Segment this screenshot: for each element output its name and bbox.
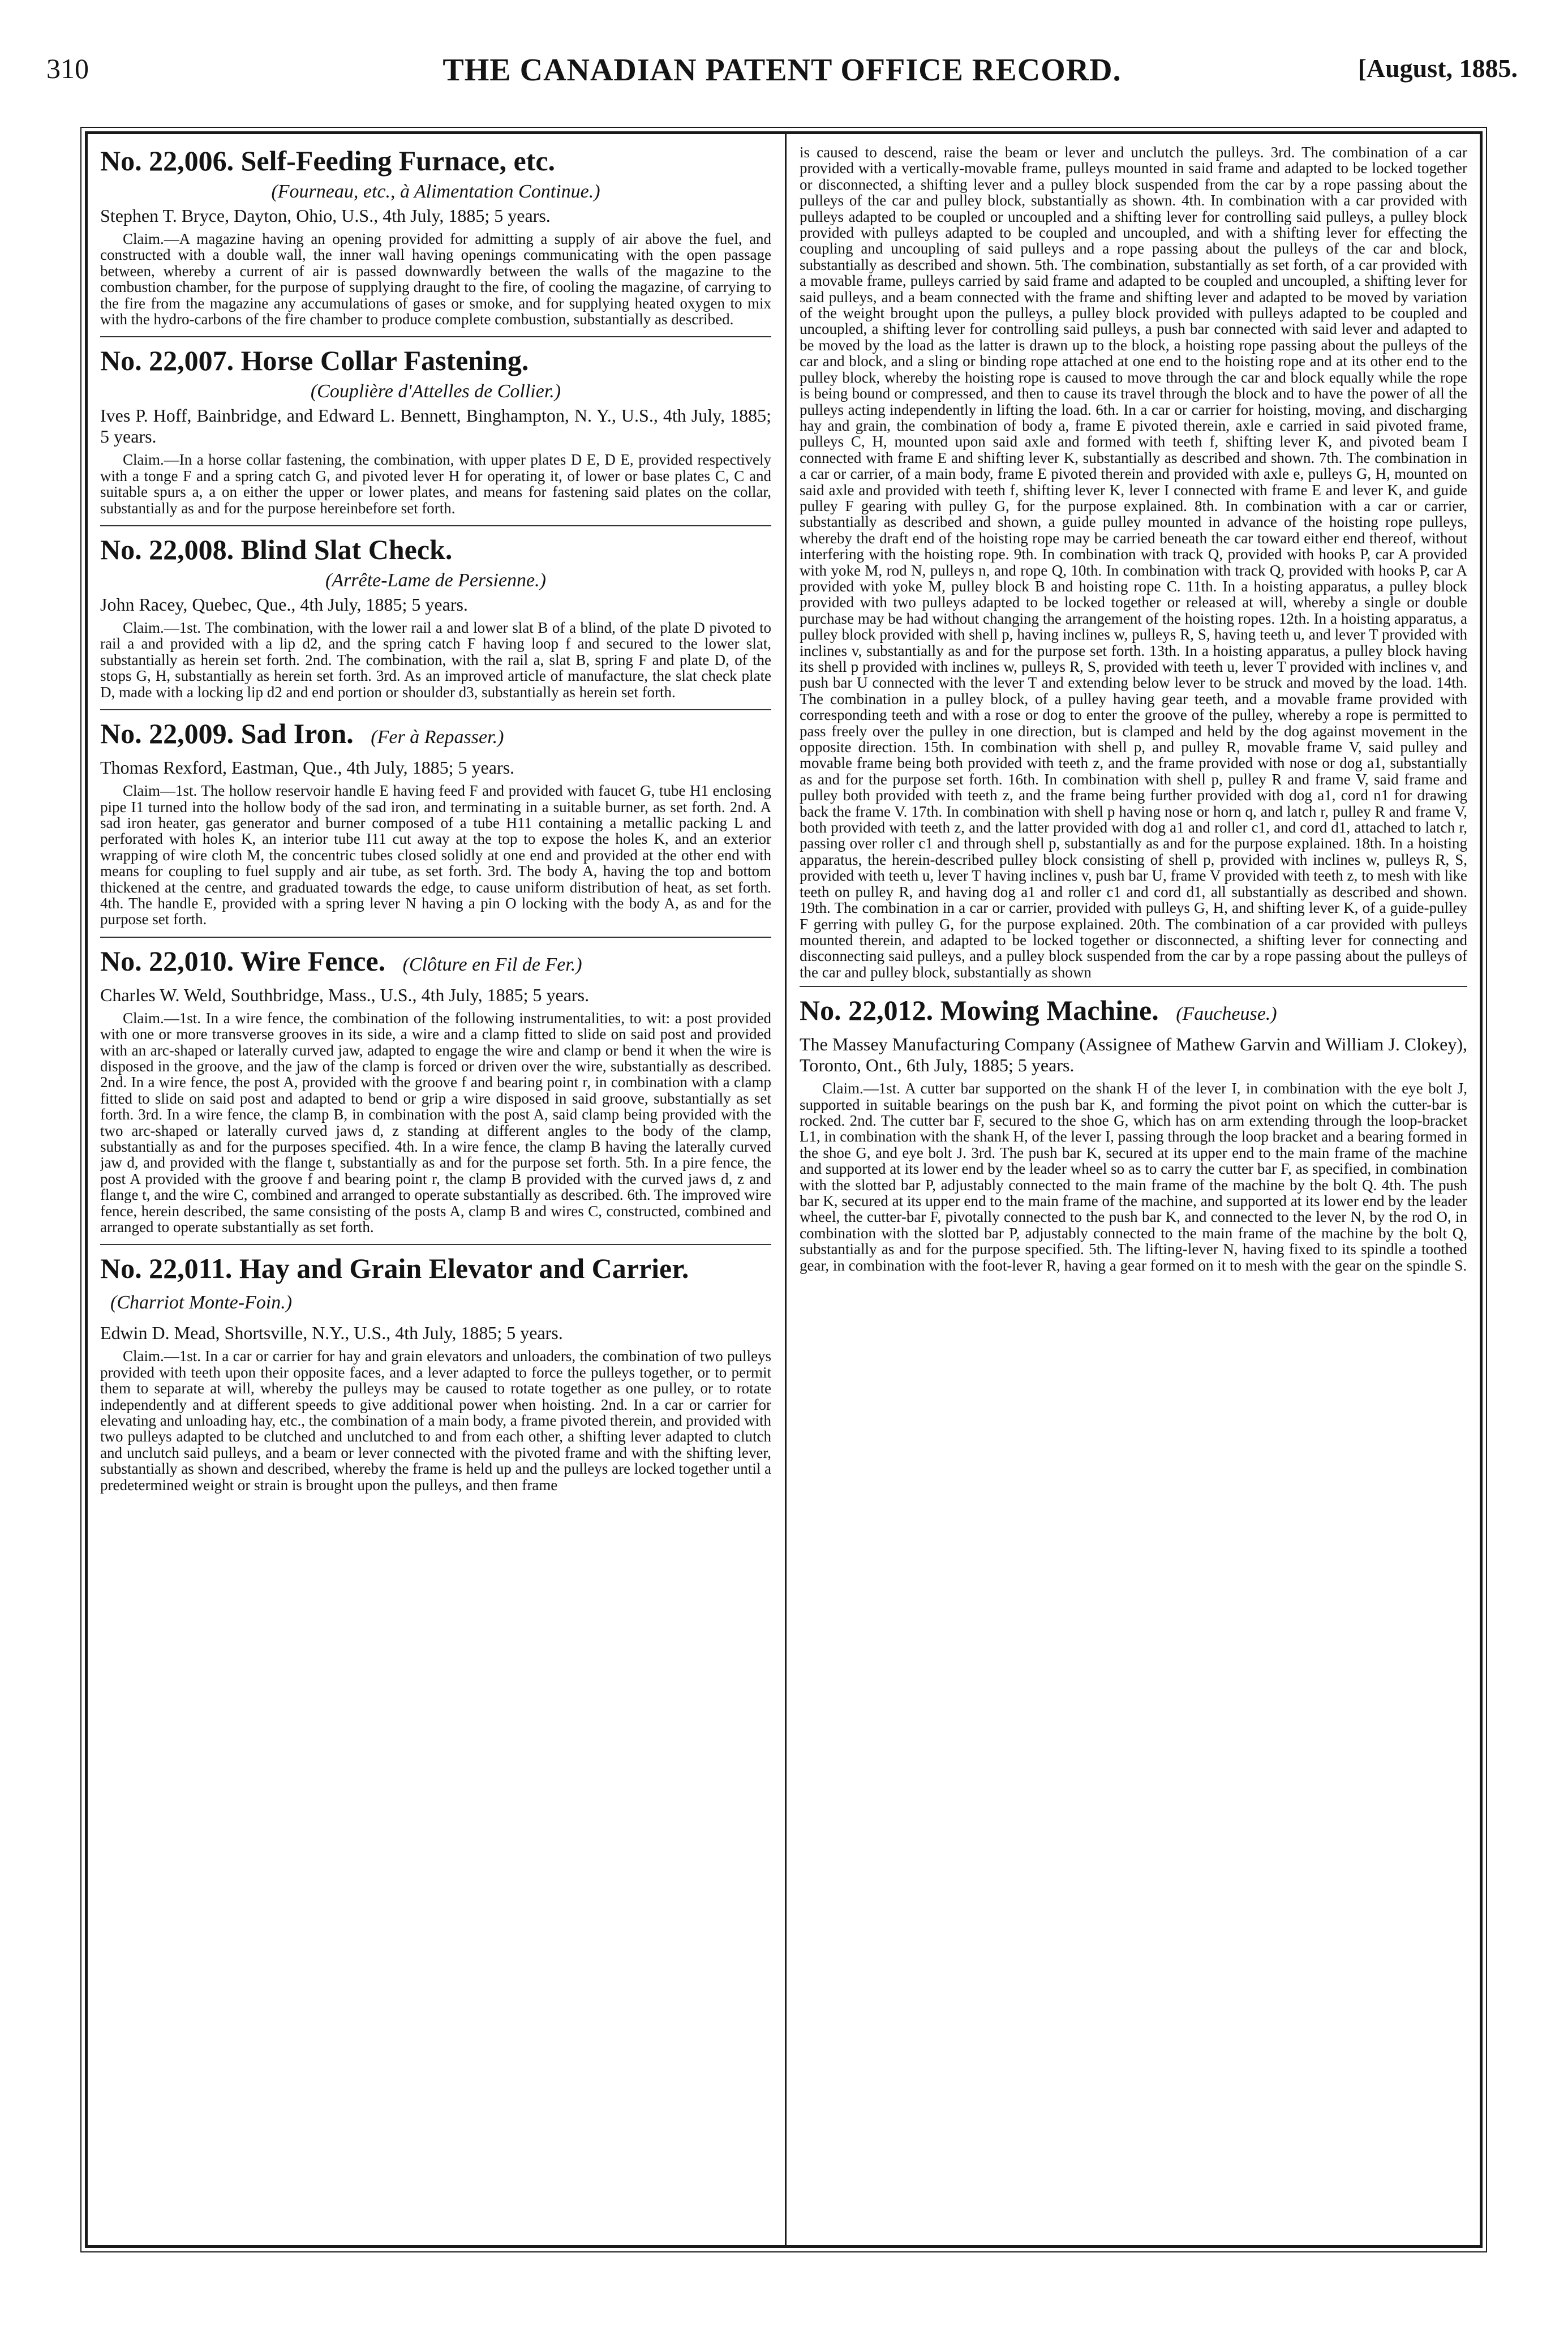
patent-title: Horse Collar Fastening. xyxy=(240,345,529,377)
patent-number: No. 22,008. xyxy=(100,534,234,566)
french-title: (Couplière d'Attelles de Collier.) xyxy=(310,381,561,402)
patent-entry-22007 xyxy=(100,345,771,516)
french-title: (Arrête-Lame de Persienne.) xyxy=(325,570,546,591)
patent-entry-22006 xyxy=(100,145,771,327)
patent-entry-22011 xyxy=(100,1253,771,1493)
french-title: (Fer à Repasser.) xyxy=(371,727,504,748)
entry-separator xyxy=(800,986,1467,987)
patent-number: No. 22,006. xyxy=(100,145,234,177)
patent-title: Sad Iron. xyxy=(240,718,354,750)
claim-text: Claim.—A magazine having an opening provided for admitting a supply of air above the fuel, and constructed with a double wall, the inner wall having openings communicating with the open passage between, whereby a current of air is passed downwardly between the walls of the magazine to the combustion chamber, for the purpose of supplying draught to the fire, of cooling the magazine, of carrying to the fire from the magazine any accumulations of gases or smoke, and for supplying heated oxygen to mix with the hydro-carbons of the fire chamber to produce complete combustion, substantially as described. xyxy=(100,230,771,328)
patent-heading xyxy=(100,946,771,980)
patent-heading xyxy=(100,718,771,753)
patent-heading xyxy=(100,1253,771,1318)
patentee-line: Ives P. Hoff, Bainbridge, and Edward L. Bennett, Binghampton, N. Y., U.S., 4th July, 1885; 5 years. xyxy=(100,405,771,447)
claim-text: Claim.—In a horse collar fastening, the combination, with upper plates D E, D E, provided respectively with a tonge F and a spring catch G, and pivoted lever H for operating it, of lower or base plates C, C and suitable spurs a, a on either the upper or lower plates, and means for fastening said plates on the collar, substantially as and for the purpose hereinbefore set forth. xyxy=(100,451,771,517)
journal-title: THE CANADIAN PATENT OFFICE RECORD. xyxy=(443,53,1122,88)
page-number: 310 xyxy=(46,53,89,84)
patent-number: No. 22,011. xyxy=(100,1252,233,1285)
column-divider xyxy=(785,134,787,2245)
patent-heading xyxy=(100,345,771,376)
patent-heading xyxy=(100,145,771,176)
patent-entry-22010 xyxy=(100,946,771,1235)
patentee-line: Stephen T. Bryce, Dayton, Ohio, U.S., 4th July, 1885; 5 years. xyxy=(100,205,551,226)
patent-entry-22012 xyxy=(800,995,1467,1273)
patentee-line: Edwin D. Mead, Shortsville, N.Y., U.S., 4th July, 1885; 5 years. xyxy=(100,1323,563,1344)
patent-number: No. 22,012. xyxy=(800,994,934,1027)
french-title: (Fourneau, etc., à Alimentation Continue.) xyxy=(271,181,600,202)
patent-title: Hay and Grain Elevator and Carrier. xyxy=(239,1252,689,1285)
claim-continuation: is caused to descend, raise the beam or lever and unclutch the pulleys. 3rd. The combination of a car provided with a vertically-movable frame, pulleys mounted in said frame and adapted to be locked together or disconnected, a shifting lever and a pulley block suspended from the car by a rope passing about the pulleys of the car and pulley block, substantially as shown. 4th. In combination with a car provided with pulleys adapted to be coupled or uncoupled and a shifting lever for controlling said pulleys, a pulley block provided with pulleys adapted to be coupled and uncoupled, and with a shifting lever for effecting the coupling and uncoupling of said pulleys and a rope passing about the pulleys of the car and block, substantially as described and shown. 5th. The combination, substantially as set forth, of a car provided with a movable frame, pulleys carried by said frame and adapted to be coupled and uncoupled, a shifting lever for said pulleys, and a beam connected with the frame and shifting lever and adapted to be moved by variation of the weight brought upon the pulleys, a pulley block provided with pulleys adapted to be coupled and uncoupled, a shifting lever for controlling said pulleys, a push bar connected with said lever and adapted to be moved by the load as the latter is drawn up to the block, a hoisting rope passing about the pulleys of the car and block, and a sling or binding rope attached at one end to the hoisting rope and at its other end to the pulley block, whereby the hoisting rope is caused to move through the car and block equally while the rope is being bound or compressed, and then to cause its travel through the block and to have the power of all the pulleys acting independently in lifting the load. 6th. In a car or carrier for hoisting, moving, and discharging hay and grain, the combination of body a, frame E pivoted therein, axle e carried in said pivoted frame, pulleys C, H, mounted upon said axle and formed with teeth f, shifting lever K, and pivoted beam I connected with frame E and shifting lever K, substantially as described and shown. 7th. The combination in a car or carrier, of a main body, frame E pivoted therein and provided with axle e, pulleys G, H, mounted on said axle and provided with teeth f, shifting lever K, lever I connected with frame E and lever K, and guide pulley F gearing with pulley G, for the purpose explained. 8th. In combination with a car or carrier, substantially as described and shown, a guide pulley mounted in advance of the hoisting rope pulleys, whereby the draft end of the hoisting rope may be carried beneath the car toward either end thereof, without interfering with the hoisting rope. 9th. In combination with track Q, provided with hooks P, car A provided with yoke M, rod N, pulleys n, and rope Q, 10th. In combination with track Q, provided with hooks P, car A provided with yoke M, pulley block B and hoisting rope C. 11th. In a hoisting apparatus, a pulley block provided with two pulleys adapted to be locked together or released at will, whereby a single or double purchase may be had without changing the arrangement of the hoisting ropes. 12th. In a hoisting apparatus, a pulley block provided with shell p, having inclines w, pulleys R, S, having teeth u, and lever T provided with inclines v, substantially as and for the purpose set forth. 13th. In a hoisting apparatus, a pulley block having its shell p provided with inclines w, pulleys R, S, provided with teeth u, lever T provided with inclines v, and push bar U connected with the lever T and extending below lever to be struck and moved by the load. 14th. The combination in a pulley block, of a pulley having gear teeth, and a movable frame provided with corresponding teeth and with a rose or dog to enter the groove of the pulley, whereby a rope is permitted to pass freely over the pulley in one direction, but is clamped and held by the dog against movement in the opposite direction. 15th. In combination with shell p, and pulley R, movable frame V, said pulley and movable frame being both provided with teeth z, and the frame provided with nose or dog a1, substantially as and for the purpose set forth. 16th. In combination with shell p, pulley R and frame V, said frame and pulley both provided with teeth z, and the frame being further provided with dog a1, cord n1 for drawing back the frame V. 17th. In combination with shell p having nose or horn q, and latch r, pulley R and frame V, both provided with teeth z, and the latter provided with dog a1 and roller c1, and cord d1, attached to latch r, passing over roller c1 and through shell p, substantially as and for the purpose explained. 18th. In a hoisting apparatus, the herein-described pulley block consisting of shell p, provided with inclines w, pulleys R, S, provided with teeth u, lever T having inclines v, push bar U, frame V provided with teeth z, to mesh with like teeth on pulley R, and having dog a1 and roller c1 and cord d1, all substantially as described and shown. 19th. The combination in a car or carrier, provided with pulleys G, H, and shifting lever K, of a guide-pulley F gerring with pulley G, for the purpose explained. 20th. The combination of a car provided with pulleys mounted therein, and adapted to be locked together or disconnected, a shifting lever for connecting and disconnecting said pulleys, and a pulley block suspended from the car by a rope passing about the pulleys of the car and pulley block, substantially as shown xyxy=(800,144,1467,981)
patentee-line: Charles W. Weld, Southbridge, Mass., U.S., 4th July, 1885; 5 years. xyxy=(100,984,590,1005)
entry-separator xyxy=(100,1244,771,1245)
french-title: (Charriot Monte-Foin.) xyxy=(110,1292,293,1314)
patent-number: No. 22,007. xyxy=(100,345,234,377)
patent-title: Self-Feeding Furnace, etc. xyxy=(240,145,556,177)
entry-separator xyxy=(100,525,771,526)
patentee-line: Thomas Rexford, Eastman, Que., 4th July, 1885; 5 years. xyxy=(100,757,515,778)
entry-separator xyxy=(100,336,771,337)
patent-entry-22008 xyxy=(100,534,771,700)
claim-text: Claim.—1st. In a car or carrier for hay and grain elevators and unloaders, the combination of two pulleys provided with teeth upon their opposite faces, and a lever adapted to force the pulleys together, or to permit them to separate at will, whereby the pulleys may be caused to rotate together as one pulley, or to rotate independently and at different speeds to give additional power when hoisting. 2nd. In a car or carrier for elevating and unloading hay, etc., the combination of a main body, a frame pivoted therein, and provided with two pulleys adapted to be clutched and unclutched to and from each other, a shifting lever adapted to clutch and unclutch said pulleys, and a beam or lever connected with the pivoted frame and with the shifting lever, substantially as shown and described, whereby the frame is held up and the pulleys are locked together until a predetermined weight or strain is brought upon the pulleys, and then frame xyxy=(100,1348,771,1494)
entry-separator xyxy=(100,937,771,938)
patent-heading xyxy=(100,534,771,565)
patent-number: No. 22,009. xyxy=(100,718,234,750)
patent-entry-22009 xyxy=(100,718,771,928)
patent-heading xyxy=(800,995,1467,1029)
patentee-line: John Racey, Quebec, Que., 4th July, 1885; 5 years. xyxy=(100,594,468,615)
claim-text: Claim—1st. The hollow reservoir handle E having feed F and provided with faucet G, tube H1 enclosing pipe I1 turned into the hollow body of the sad iron, and terminating in a suitable burner, as set forth. 2nd. A sad iron heater, gas generator and burner composed of a tube H11 containing a metallic packing L and perforated with holes K, an interior tube I11 cut away at the top to expose the holes K, and an exterior wrapping of wire cloth M, the concentric tubes closed solidly at one end and provided at the other end with means for coupling to fuel supply and air tube, as set forth. 3rd. The body A, having the top and bottom thickened at the centre, and graduated towards the edge, to cause uniform distribution of heat, as set forth. 4th. The handle E, provided with a spring lever N having a pin O locking with the body A, as and for the purpose set forth. xyxy=(100,782,771,928)
claim-text: Claim.—1st. In a wire fence, the combination of the following instrumentalities, to wit: a post provided with one or more transverse grooves in its side, a wire and a clamp fitted to slide on said post and provided with an arc-shaped or laterally curved jaw, adapted to engage the wire and clamp or bend it when the wire is disposed in the groove, and the jaw of the clamp is forced or driven over the wire, substantially as described. 2nd. In a wire fence, the post A, provided with the groove f and bearing point r, in combination with a clamp fitted to slide on said post and adapted to bend or grip a wire disposed in said groove, substantially as set forth. 3rd. In a wire fence, the clamp B, in combination with the post A, said clamp being provided with the two arc-shaped or laterally curved jaws d, z standing at different angles to the body of the clamp, substantially as and for the purposes specified. 4th. In a wire fence, the clamp B having the laterally curved jaw d, and provided with the flange t, substantially as and for the purpose set forth. 5th. In a pire fence, the post A provided with the groove f and bearing point r, the clamp B provided with the curved jaws d, z and flange t, and the wire C, combined and arranged to operate substantially as described. 6th. The improved wire fence, herein described, the same consisting of the posts A, clamp B and wires C, constructed, combined and arranged to operate substantially as set forth. xyxy=(100,1009,771,1236)
french-title: (Faucheuse.) xyxy=(1176,1003,1277,1025)
issue-date: [August, 1885. xyxy=(1357,54,1518,83)
patent-title: Wire Fence. xyxy=(240,945,386,977)
patent-title: Mowing Machine. xyxy=(940,994,1159,1027)
right-column xyxy=(800,144,1467,2233)
claim-text: Claim.—1st. The combination, with the lower rail a and lower slat B of a blind, of the plate D pivoted to rail a and provided with a lip d2, and the spring catch F having loop f and secured to the lower slat, substantially as herein set forth. 2nd. The combination, with the rail a, slat B, spring F and plate D, of the stops G, H, substantially as herein set forth. 3rd. As an improved article of manufacture, the slat check plate D, made with a locking lip d2 and end portion or shoulder d3, substantially as herein set forth. xyxy=(100,619,771,701)
claim-text: Claim.—1st. A cutter bar supported on the shank H of the lever I, in combination with the eye bolt J, supported in suitable bearings on the push bar K, and forming the pivot point on which the cutter-bar is rocked. 2nd. The cutter bar F, secured to the shoe G, which has on arm extending through the loop-bracket L1, in combination with the shank H, of the lever I, passing through the loop bracket and a bearing formed in the shoe G, and eye bolt J. 3rd. The push bar K, secured at its upper end to the main frame of the machine and supported at its lower end by the leader wheel so as to carry the cutter bar F, as specified, in combination with the slotted bar P, adjustably connected to the main frame of the machine by the bolt Q. 4th. The push bar K, secured at its upper end to the main frame of the machine, and supported at its lower end by the leader wheel, the cutter-bar F, pivotally connected to the push bar K, and connected to the lever N, by the rod O, in combination with the slotted bar P, adjustably connected to the main frame of the machine by the bolt Q, substantially as and for the purpose specified. 5th. The lifting-lever N, having fixed to its spindle a toothed gear, in combination with the foot-lever R, having a gear formed on it to mesh with the gear on the spindle S. xyxy=(800,1080,1467,1274)
entry-separator xyxy=(100,709,771,710)
page-frame xyxy=(85,131,1483,2248)
patentee-line: The Massey Manufacturing Company (Assignee of Mathew Garvin and William J. Clokey), Toronto, Ont., 6th July, 1885; 5 years. xyxy=(800,1034,1467,1076)
french-title: (Clôture en Fil de Fer.) xyxy=(402,954,582,975)
patent-title: Blind Slat Check. xyxy=(240,534,453,566)
left-column xyxy=(100,144,771,2233)
running-head xyxy=(46,52,1518,103)
patent-number: No. 22,010. xyxy=(100,945,234,977)
